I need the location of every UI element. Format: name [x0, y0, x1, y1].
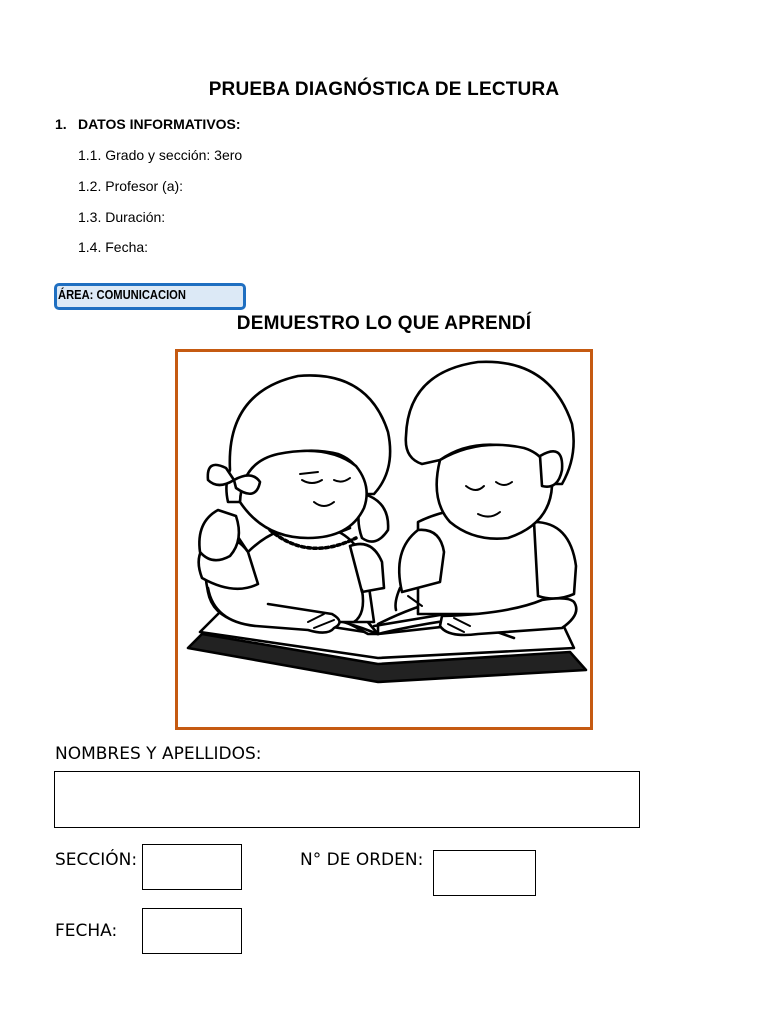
date-label: FECHA: — [55, 921, 118, 941]
order-number-field[interactable] — [433, 850, 536, 896]
names-label: NOMBRES Y APELLIDOS: — [55, 744, 262, 764]
section-number: 1. — [55, 116, 67, 132]
info-item-grade: 1.1. Grado y sección: 3ero — [78, 147, 243, 163]
section-heading-text: DATOS INFORMATIVOS: — [78, 116, 241, 132]
section-field[interactable] — [142, 844, 242, 890]
subtitle: DEMUESTRO LO QUE APRENDÍ — [236, 313, 532, 334]
date-field[interactable] — [142, 908, 242, 954]
children-reading-book-illustration — [178, 352, 590, 727]
info-item-teacher: 1.2. Profesor (a): — [78, 178, 184, 194]
area-label: ÁREA: COMUNICACION — [58, 287, 186, 302]
page-title: PRUEBA DIAGNÓSTICA DE LECTURA — [208, 79, 560, 100]
section-heading — [55, 116, 241, 132]
order-number-label: N° DE ORDEN: — [300, 850, 424, 870]
names-field[interactable] — [54, 771, 640, 828]
info-item-date: 1.4. Fecha: — [78, 239, 149, 255]
info-item-duration: 1.3. Duración: — [78, 209, 166, 225]
illustration-frame — [175, 349, 593, 730]
section-label: SECCIÓN: — [55, 850, 138, 870]
